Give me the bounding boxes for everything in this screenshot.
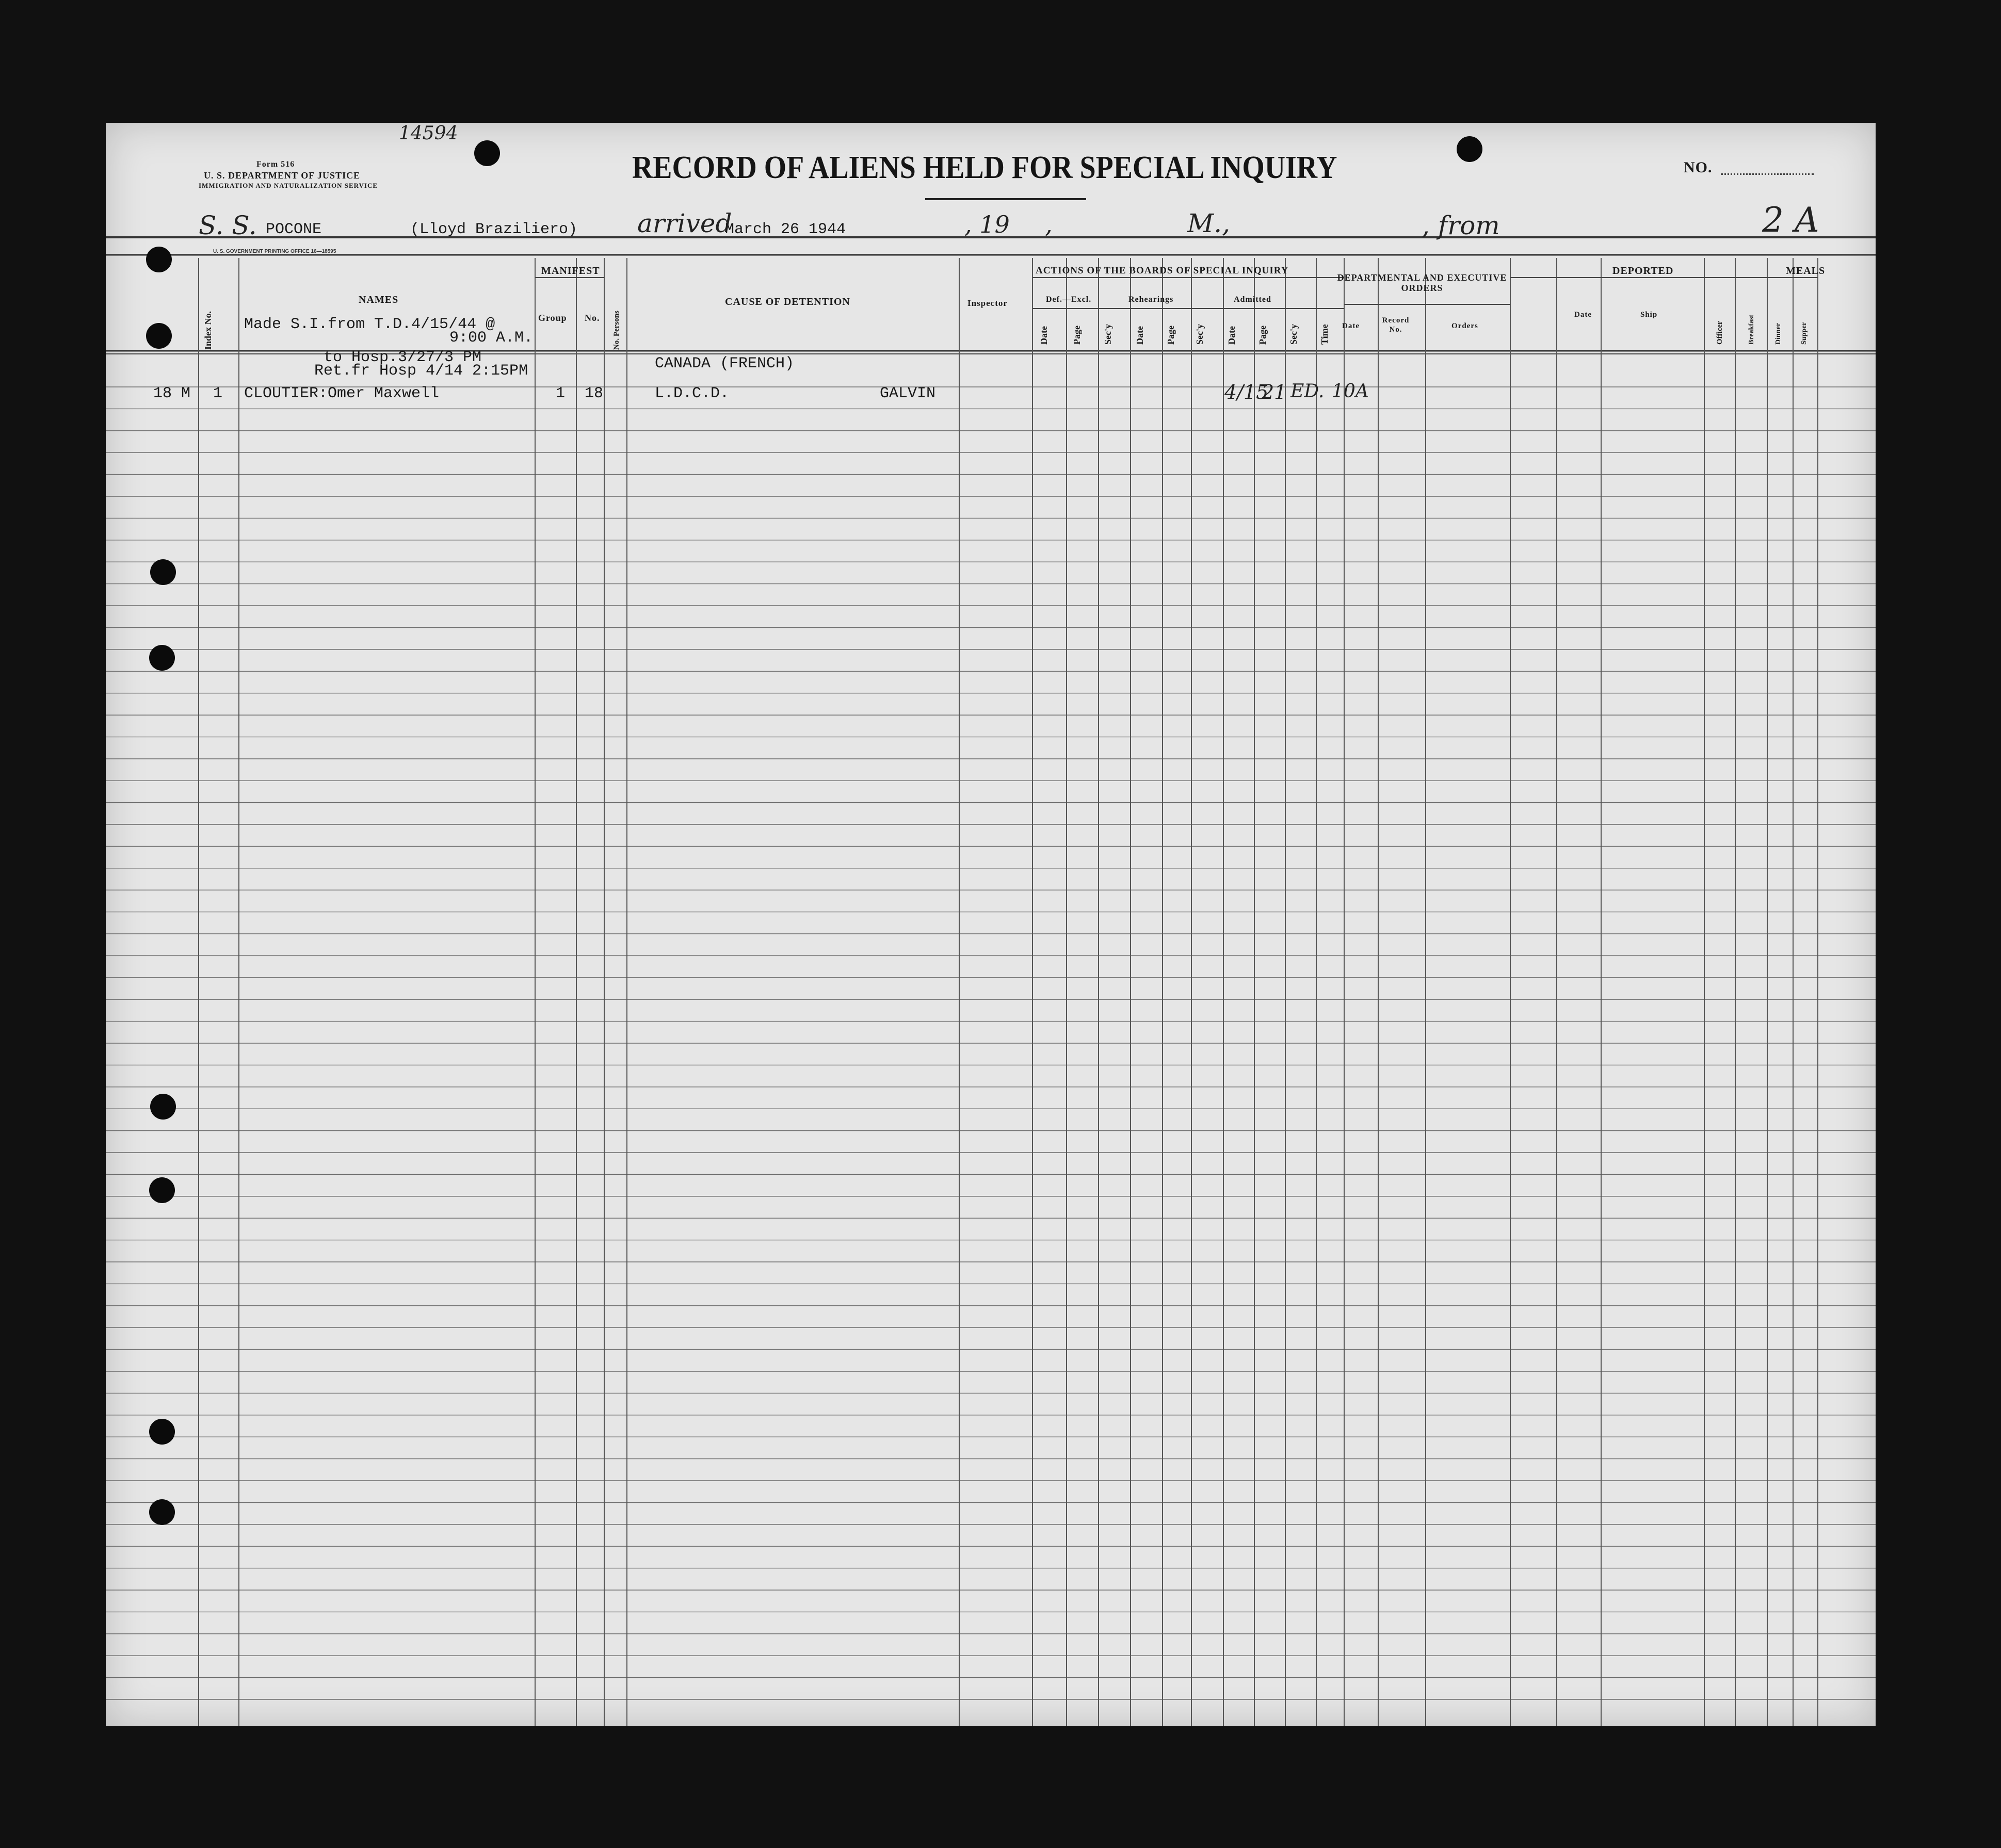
col-actions: ACTIONS OF THE BOARDS OF SPECIAL INQUIRY <box>1036 265 1289 276</box>
form-number: Form 516 <box>256 160 295 169</box>
col-cause: CAUSE OF DETENTION <box>725 296 850 307</box>
col-defexcl-secy: Sec'y <box>1103 324 1113 345</box>
comma: , <box>1045 210 1053 238</box>
ss-label: S. S. <box>199 210 257 240</box>
col-rehear-secy: Sec'y <box>1195 324 1205 345</box>
punch-hole <box>149 1499 175 1525</box>
entry-manifest-no: 18 <box>585 385 604 402</box>
col-dept-date: Date <box>1342 322 1360 330</box>
punch-hole <box>149 1177 175 1203</box>
entry-name: CLOUTIER:Omer Maxwell <box>244 385 440 402</box>
entry-admitted-secy: ED. <box>1290 381 1325 402</box>
punch-hole <box>146 323 172 349</box>
service-name: IMMIGRATION AND NATURALIZATION SERVICE <box>199 182 378 189</box>
ship-line: (Lloyd Braziliero) <box>410 221 578 238</box>
punch-hole <box>150 559 176 585</box>
col-orders: Orders <box>1451 322 1478 330</box>
arrived-label: arrived <box>637 208 732 238</box>
col-rehear-page: Page <box>1166 326 1176 345</box>
punch-hole <box>1457 136 1482 162</box>
col-supper: Supper <box>1800 322 1808 345</box>
col-def-excl: Def.—Excl. <box>1046 295 1092 304</box>
col-admit-date: Date <box>1227 326 1237 345</box>
m-label: M., <box>1187 208 1230 238</box>
col-breakfast: Breakfast <box>1748 314 1755 345</box>
col-dept-orders: DEPARTMENTAL AND EXECUTIVE ORDERS <box>1337 272 1507 293</box>
col-dinner: Dinner <box>1774 323 1782 345</box>
entry-inspector: GALVIN <box>880 385 936 402</box>
number-field-line <box>1721 173 1814 175</box>
col-manifest: MANIFEST <box>541 265 600 277</box>
col-admit-page: Page <box>1257 326 1268 345</box>
ship-name: POCONE <box>266 221 322 238</box>
entry-nationality: CANADA (FRENCH) <box>655 355 795 372</box>
department-name: U. S. DEPARTMENT OF JUSTICE <box>204 170 361 181</box>
col-names: NAMES <box>359 294 399 305</box>
col-rehearings: Rehearings <box>1128 295 1174 304</box>
entry-cause: L.D.C.D. <box>655 385 730 402</box>
col-defexcl-page: Page <box>1072 326 1082 345</box>
printer-note: U. S. GOVERNMENT PRINTING OFFICE 16—18595 <box>213 249 336 254</box>
punch-hole <box>474 140 500 166</box>
col-deported: DEPORTED <box>1612 265 1674 277</box>
arrival-date: March 26 1944 <box>725 221 846 238</box>
col-no-persons: No. Persons <box>612 311 621 350</box>
col-record-no: Record No. <box>1382 316 1410 334</box>
entry-index: 1 <box>213 385 223 402</box>
col-admit-secy: Sec'y <box>1288 324 1299 345</box>
entry-admitted-page: 21 <box>1262 381 1287 403</box>
col-meals: MEALS <box>1786 265 1826 277</box>
col-group: Group <box>538 313 567 323</box>
sheet-code: 2 A <box>1762 200 1819 240</box>
year-prefix: , 19 <box>964 210 1010 238</box>
col-rehear-date: Date <box>1135 326 1145 345</box>
col-defexcl-date: Date <box>1039 326 1049 345</box>
title-underline <box>925 198 1086 200</box>
number-label: NO. <box>1684 159 1713 176</box>
record-sheet <box>106 123 1876 1726</box>
col-no: No. <box>585 313 600 323</box>
entry-note-1: Made S.I.from T.D.4/15/44 @ <box>244 316 495 333</box>
col-dep-ship: Ship <box>1640 311 1658 319</box>
entry-age-sex: 18 M <box>153 385 191 402</box>
col-inspector: Inspector <box>967 298 1008 308</box>
punch-hole <box>149 645 175 671</box>
punch-hole <box>149 1419 175 1445</box>
page-title: RECORD OF ALIENS HELD FOR SPECIAL INQUIRY <box>632 150 1337 185</box>
entry-group: 1 <box>556 385 566 402</box>
entry-admitted-date: 4/15 <box>1224 381 1269 403</box>
entry-note-4: Ret.fr Hosp 4/14 2:15PM <box>314 362 528 380</box>
col-admit-time: Time <box>1319 324 1330 345</box>
col-officer: Officer <box>1716 321 1724 345</box>
record-number: 14594 <box>399 123 458 144</box>
punch-hole <box>150 1094 176 1120</box>
entry-note-2: 9:00 A.M. <box>449 329 534 347</box>
entry-note-3: to Hosp.3/27/3 PM <box>324 349 482 366</box>
col-dep-date: Date <box>1574 311 1592 319</box>
col-admitted: Admitted <box>1234 295 1271 304</box>
punch-hole <box>146 247 172 272</box>
from-label: , from <box>1422 210 1500 240</box>
entry-admitted-time: 10A <box>1332 381 1369 402</box>
col-index-no: Index No. <box>203 311 213 350</box>
